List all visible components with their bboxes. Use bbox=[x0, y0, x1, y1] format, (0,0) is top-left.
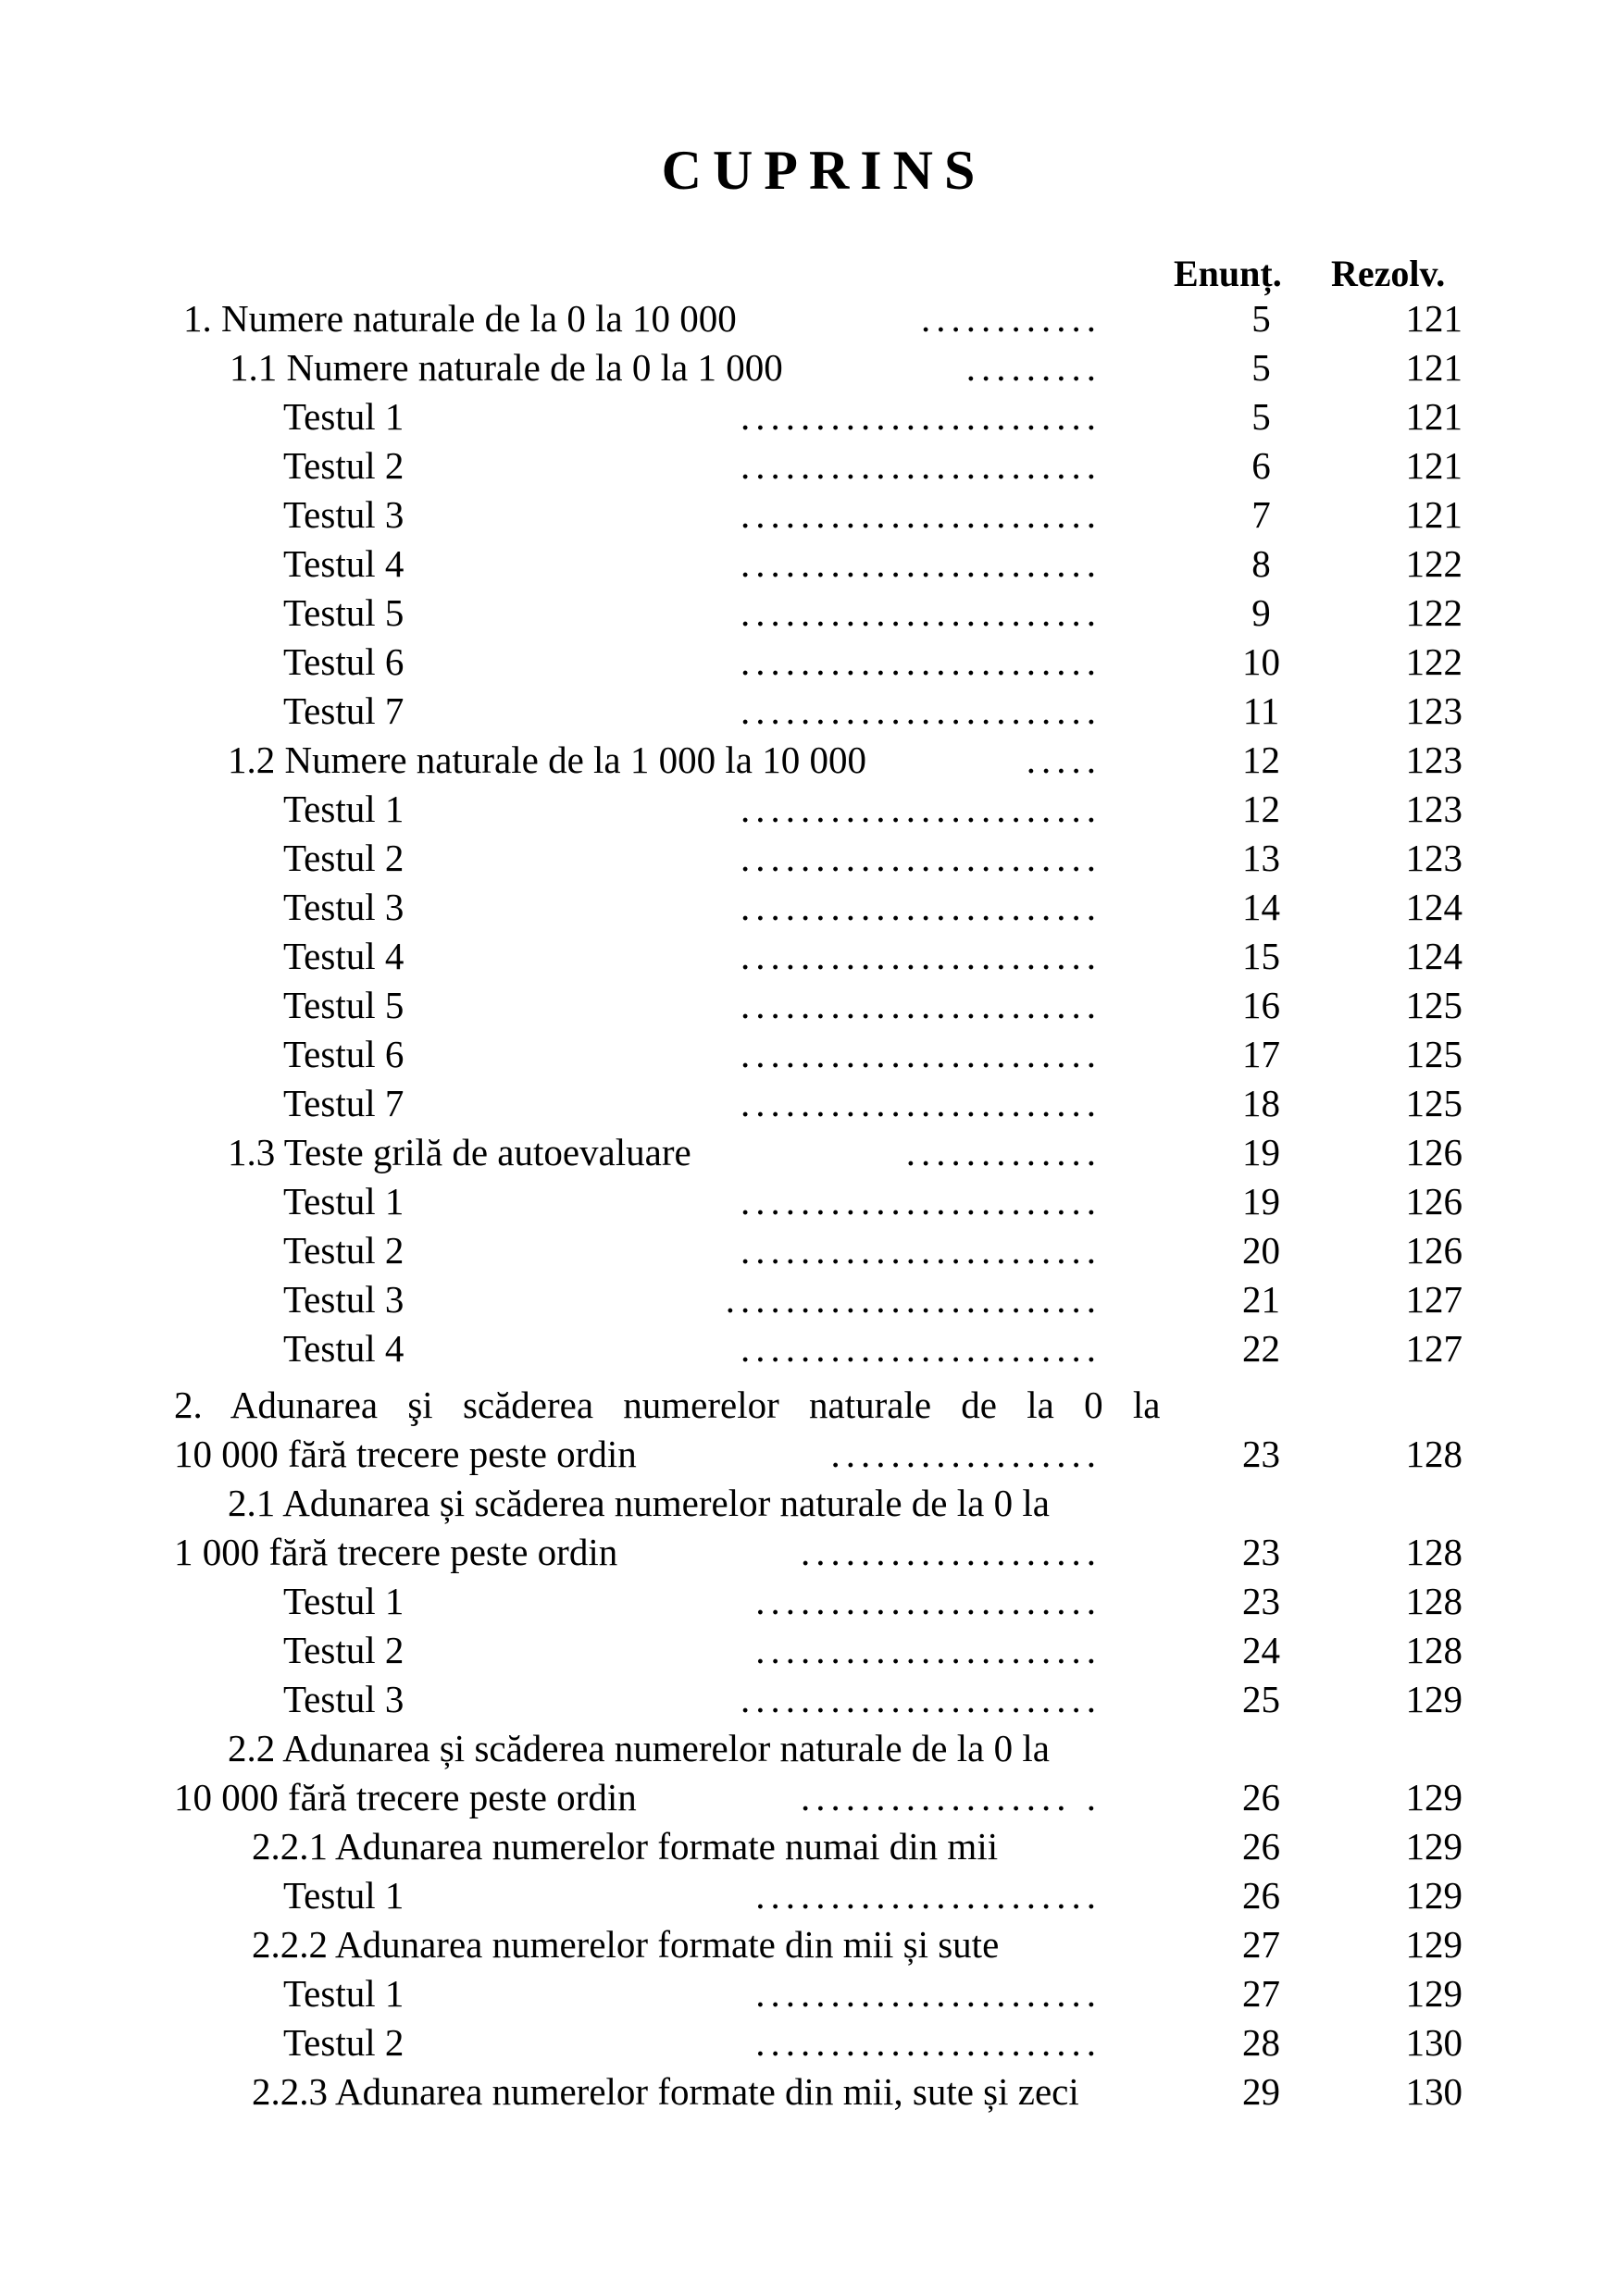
toc-leader-dots: ........................ bbox=[741, 1180, 1101, 1222]
toc-entry-title: Testul 7 bbox=[283, 689, 404, 732]
toc-leader-dots: ........................ bbox=[741, 1033, 1101, 1075]
toc-enunt-page: 26 bbox=[1242, 1874, 1280, 1917]
toc-enunt-page: 19 bbox=[1242, 1180, 1280, 1222]
toc-entry-title: Testul 7 bbox=[283, 1082, 404, 1124]
toc-rezolv-page: 122 bbox=[1405, 542, 1462, 585]
toc-entry-title: Testul 2 bbox=[283, 444, 404, 487]
toc-entry-title: Testul 6 bbox=[283, 1033, 404, 1075]
toc-enunt-page: 27 bbox=[1242, 1972, 1280, 2015]
toc-entry-title: Testul 1 bbox=[283, 1972, 404, 2015]
toc-leader-dots: ........................ bbox=[741, 984, 1101, 1026]
toc-entry bbox=[0, 1577, 1618, 1626]
toc-rezolv-page: 125 bbox=[1405, 1082, 1462, 1124]
toc-rezolv-page: 122 bbox=[1405, 640, 1462, 683]
toc-entry bbox=[0, 834, 1618, 883]
toc-entry bbox=[0, 1969, 1618, 2018]
toc-entry bbox=[0, 294, 1618, 343]
toc-entry-title: 1. Numere naturale de la 0 la 10 000 bbox=[183, 297, 737, 340]
toc-enunt-page: 14 bbox=[1242, 886, 1280, 928]
toc-entry bbox=[0, 490, 1618, 540]
toc-leader-dots: ....................... bbox=[755, 1580, 1101, 1622]
toc-entry-title: 1 000 fără trecere peste ordin bbox=[174, 1531, 618, 1573]
toc-enunt-page: 12 bbox=[1242, 788, 1280, 830]
toc-entry bbox=[0, 2067, 1618, 2116]
toc-rezolv-page: 123 bbox=[1405, 738, 1462, 781]
toc-rezolv-page: 128 bbox=[1405, 1580, 1462, 1622]
toc-leader-dots: ....................... bbox=[755, 2021, 1101, 2064]
toc-entry bbox=[0, 932, 1618, 981]
toc-rezolv-page: 121 bbox=[1405, 444, 1462, 487]
toc-entry-title: Testul 4 bbox=[283, 935, 404, 977]
toc-entry bbox=[0, 1381, 1618, 1430]
toc-entry bbox=[0, 1724, 1618, 1773]
toc-entry bbox=[0, 883, 1618, 932]
toc-leader-dots: .................. . bbox=[801, 1776, 1101, 1818]
toc-entry bbox=[0, 1177, 1618, 1226]
page-title: CUPRINS bbox=[661, 140, 987, 201]
toc-entry-title: Testul 3 bbox=[283, 1278, 404, 1321]
column-header-rezolv: Rezolv. bbox=[1331, 253, 1446, 294]
toc-leader-dots: ........................ bbox=[741, 837, 1101, 879]
toc-entry-title: Testul 2 bbox=[283, 837, 404, 879]
toc-rezolv-page: 123 bbox=[1405, 689, 1462, 732]
toc-entry-title: 10 000 fără trecere peste ordin bbox=[174, 1776, 637, 1818]
toc-enunt-page: 23 bbox=[1242, 1580, 1280, 1622]
toc-leader-dots: ........................ bbox=[741, 886, 1101, 928]
toc-leader-dots: ........................ bbox=[741, 591, 1101, 634]
toc-enunt-page: 24 bbox=[1242, 1629, 1280, 1671]
toc-rezolv-page: 129 bbox=[1405, 1825, 1462, 1868]
toc-rezolv-page: 128 bbox=[1405, 1433, 1462, 1475]
toc-entry bbox=[0, 1920, 1618, 1969]
toc-leader-dots: ....................... bbox=[755, 1629, 1101, 1671]
toc-entry bbox=[0, 687, 1618, 736]
toc-entry-title: 2.2.3 Adunarea numerelor formate din mii, sute și zeci bbox=[252, 2070, 1079, 2113]
toc-leader-dots: ......... bbox=[965, 346, 1101, 389]
toc-leader-dots: ....................... bbox=[755, 1972, 1101, 2015]
toc-enunt-page: 12 bbox=[1242, 738, 1280, 781]
toc-entry-title: Testul 1 bbox=[283, 395, 404, 438]
toc-enunt-page: 21 bbox=[1242, 1278, 1280, 1321]
toc-enunt-page: 18 bbox=[1242, 1082, 1280, 1124]
toc-rezolv-page: 124 bbox=[1405, 935, 1462, 977]
toc-leader-dots: ........................ bbox=[741, 1678, 1101, 1720]
toc-enunt-page: 19 bbox=[1242, 1131, 1280, 1173]
toc-entry-title: Testul 2 bbox=[283, 1229, 404, 1272]
toc-entry bbox=[0, 1528, 1618, 1577]
toc-rezolv-page: 127 bbox=[1405, 1327, 1462, 1370]
toc-enunt-page: 9 bbox=[1251, 591, 1271, 634]
toc-enunt-page: 23 bbox=[1242, 1433, 1280, 1475]
toc-enunt-page: 10 bbox=[1242, 640, 1280, 683]
toc-leader-dots: ........................ bbox=[741, 542, 1101, 585]
toc-enunt-page: 27 bbox=[1242, 1923, 1280, 1966]
toc-rezolv-page: 129 bbox=[1405, 1923, 1462, 1966]
toc-leader-dots: ........................ bbox=[741, 689, 1101, 732]
toc-enunt-page: 29 bbox=[1242, 2070, 1280, 2113]
toc-rezolv-page: 124 bbox=[1405, 886, 1462, 928]
toc-entry-title: Testul 6 bbox=[283, 640, 404, 683]
toc-rezolv-page: 130 bbox=[1405, 2070, 1462, 2113]
toc-rezolv-page: 123 bbox=[1405, 788, 1462, 830]
toc-rezolv-page: 125 bbox=[1405, 1033, 1462, 1075]
toc-rezolv-page: 126 bbox=[1405, 1229, 1462, 1272]
toc-entry-title: 2.2.1 Adunarea numerelor formate numai din mii bbox=[252, 1825, 999, 1868]
toc-enunt-page: 25 bbox=[1242, 1678, 1280, 1720]
toc-leader-dots: ............ bbox=[921, 297, 1101, 340]
toc-entry-title: 2.1 Adunarea și scăderea numerelor naturale de la 0 la bbox=[228, 1482, 1050, 1524]
toc-entry-title: 1.3 Teste grilă de autoevaluare bbox=[228, 1131, 691, 1173]
toc-leader-dots: ..... bbox=[1026, 738, 1101, 781]
toc-rezolv-page: 121 bbox=[1405, 346, 1462, 389]
toc-entry bbox=[0, 1030, 1618, 1079]
toc-enunt-page: 26 bbox=[1242, 1776, 1280, 1818]
toc-rezolv-page: 122 bbox=[1405, 591, 1462, 634]
toc-entry-title: Testul 3 bbox=[283, 886, 404, 928]
toc-entry-title: Testul 1 bbox=[283, 1180, 404, 1222]
toc-leader-dots: ........................ bbox=[741, 935, 1101, 977]
toc-rezolv-page: 126 bbox=[1405, 1131, 1462, 1173]
toc-entry-title: Testul 1 bbox=[283, 788, 404, 830]
toc-entry bbox=[0, 540, 1618, 589]
toc-entry bbox=[0, 1430, 1618, 1479]
toc-enunt-page: 16 bbox=[1242, 984, 1280, 1026]
toc-entry bbox=[0, 1822, 1618, 1871]
toc-rezolv-page: 127 bbox=[1405, 1278, 1462, 1321]
toc-enunt-page: 28 bbox=[1242, 2021, 1280, 2064]
toc-leader-dots: ........................ bbox=[741, 788, 1101, 830]
toc-entry bbox=[0, 981, 1618, 1030]
toc-enunt-page: 11 bbox=[1242, 689, 1280, 732]
toc-rezolv-page: 126 bbox=[1405, 1180, 1462, 1222]
toc-leader-dots: ....................... bbox=[755, 1874, 1101, 1917]
column-header-enunt: Enunț. bbox=[1174, 253, 1282, 294]
toc-entry-title: 2. Adunarea şi scăderea numerelor naturale de la 0 la bbox=[174, 1384, 1161, 1426]
toc-entry bbox=[0, 1675, 1618, 1724]
toc-rezolv-page: 129 bbox=[1405, 1678, 1462, 1720]
toc-enunt-page: 5 bbox=[1251, 297, 1271, 340]
toc-enunt-page: 13 bbox=[1242, 837, 1280, 879]
toc-enunt-page: 26 bbox=[1242, 1825, 1280, 1868]
toc-entry bbox=[0, 1324, 1618, 1373]
toc-entry-title: 2.2 Adunarea și scăderea numerelor naturale de la 0 la bbox=[228, 1727, 1050, 1769]
toc-entry-title: Testul 2 bbox=[283, 1629, 404, 1671]
toc-entry bbox=[0, 1479, 1618, 1528]
toc-entry-title: Testul 3 bbox=[283, 493, 404, 536]
toc-entry bbox=[0, 1275, 1618, 1324]
toc-enunt-page: 20 bbox=[1242, 1229, 1280, 1272]
toc-entry bbox=[0, 1773, 1618, 1822]
toc-entry-title: 1.1 Numere naturale de la 0 la 1 000 bbox=[230, 346, 783, 389]
toc-entry bbox=[0, 343, 1618, 392]
toc-leader-dots: ........................ bbox=[741, 1082, 1101, 1124]
toc-enunt-page: 7 bbox=[1251, 493, 1271, 536]
toc-enunt-page: 5 bbox=[1251, 395, 1271, 438]
toc-entry bbox=[0, 1626, 1618, 1675]
toc-leader-dots: .................. bbox=[830, 1433, 1101, 1475]
toc-rezolv-page: 121 bbox=[1405, 297, 1462, 340]
toc-entry bbox=[0, 1128, 1618, 1177]
toc-enunt-page: 8 bbox=[1251, 542, 1271, 585]
toc-leader-dots: ......................... bbox=[725, 1278, 1101, 1321]
toc-entry-title: Testul 4 bbox=[283, 542, 404, 585]
toc-entry bbox=[0, 441, 1618, 490]
toc-rezolv-page: 121 bbox=[1405, 493, 1462, 536]
toc-entry bbox=[0, 2018, 1618, 2067]
toc-leader-dots: ........................ bbox=[741, 640, 1101, 683]
toc-leader-dots: ........................ bbox=[741, 493, 1101, 536]
toc-leader-dots: ........................ bbox=[741, 395, 1101, 438]
toc-entry-title: Testul 3 bbox=[283, 1678, 404, 1720]
toc-rezolv-page: 129 bbox=[1405, 1972, 1462, 2015]
toc-entry-title: 2.2.2 Adunarea numerelor formate din mii și sute bbox=[252, 1923, 1000, 1966]
toc-leader-dots: ........................ bbox=[741, 1327, 1101, 1370]
toc-entry-title: Testul 1 bbox=[283, 1580, 404, 1622]
toc-rezolv-page: 130 bbox=[1405, 2021, 1462, 2064]
toc-rezolv-page: 128 bbox=[1405, 1629, 1462, 1671]
toc-leader-dots: ........................ bbox=[741, 444, 1101, 487]
toc-entry bbox=[0, 638, 1618, 687]
toc-enunt-page: 17 bbox=[1242, 1033, 1280, 1075]
toc-entry bbox=[0, 1871, 1618, 1920]
toc-entry-title: 10 000 fără trecere peste ordin bbox=[174, 1433, 637, 1475]
toc-enunt-page: 6 bbox=[1251, 444, 1271, 487]
toc-rezolv-page: 125 bbox=[1405, 984, 1462, 1026]
toc-entry-title: 1.2 Numere naturale de la 1 000 la 10 000 bbox=[228, 738, 866, 781]
toc-entry bbox=[0, 1079, 1618, 1128]
toc-rezolv-page: 129 bbox=[1405, 1776, 1462, 1818]
toc-entry-title: Testul 5 bbox=[283, 984, 404, 1026]
toc-entry bbox=[0, 589, 1618, 638]
toc-rezolv-page: 123 bbox=[1405, 837, 1462, 879]
toc-entry bbox=[0, 736, 1618, 785]
toc-enunt-page: 15 bbox=[1242, 935, 1280, 977]
toc-leader-dots: ........................ bbox=[741, 1229, 1101, 1272]
toc-entry-title: Testul 5 bbox=[283, 591, 404, 634]
toc-rezolv-page: 128 bbox=[1405, 1531, 1462, 1573]
toc-leader-dots: .................... bbox=[801, 1531, 1101, 1573]
toc-leader-dots: ............. bbox=[905, 1131, 1101, 1173]
toc-entry-title: Testul 2 bbox=[283, 2021, 404, 2064]
toc-enunt-page: 5 bbox=[1251, 346, 1271, 389]
toc-entry bbox=[0, 785, 1618, 834]
toc-entry bbox=[0, 392, 1618, 441]
toc-enunt-page: 23 bbox=[1242, 1531, 1280, 1573]
toc-rezolv-page: 129 bbox=[1405, 1874, 1462, 1917]
toc-entry-title: Testul 4 bbox=[283, 1327, 404, 1370]
toc-entry bbox=[0, 1226, 1618, 1275]
toc-enunt-page: 22 bbox=[1242, 1327, 1280, 1370]
toc-entry-title: Testul 1 bbox=[283, 1874, 404, 1917]
toc-rezolv-page: 121 bbox=[1405, 395, 1462, 438]
